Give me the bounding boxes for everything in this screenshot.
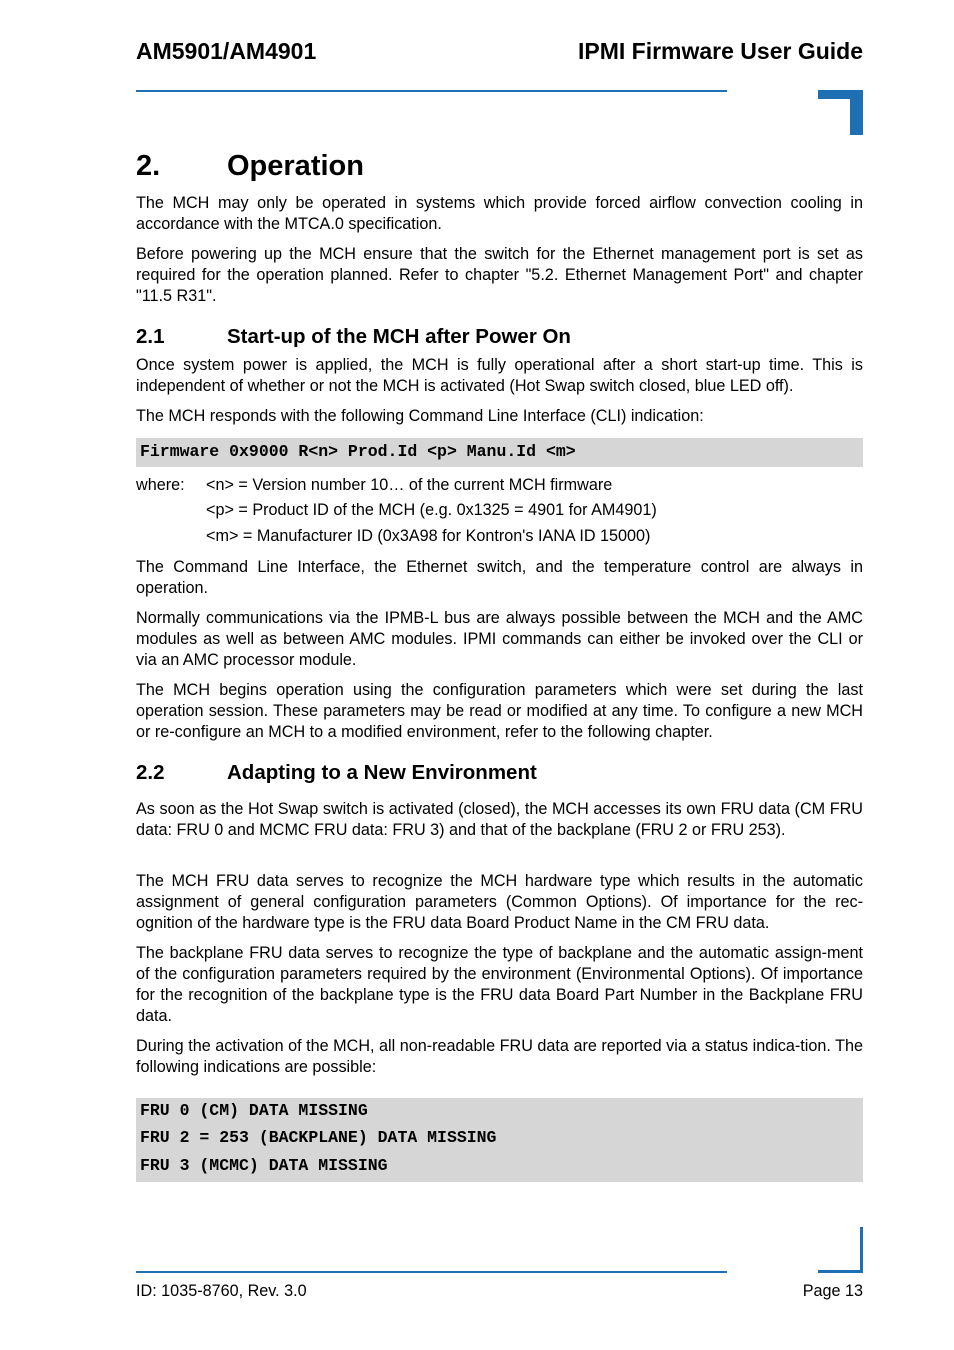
paragraph: As soon as the Hot Swap switch is activated (closed), the MCH accesses its own FRU data (CM FRU data: FRU 0 and MCMC FRU data: FRU 3) and that of the backplane (FRU 2 or FRU 253). [136,800,863,839]
header-rule [136,90,727,92]
paragraph: Once system power is applied, the MCH is fully operational after a short start-up time. This is independent of whether or not the MCH is activated (Hot Swap switch closed, blue LED off). [136,356,863,395]
paragraph: The MCH may only be operated in systems which provide forced airflow convection cooling in accordance with the MTCA.0 specification. [136,194,863,233]
subsection-number: 2.2 [136,761,165,784]
subsection-title: Start-up of the MCH after Power On [227,325,571,348]
paragraph: The MCH begins operation using the configuration parameters which were set during the last operation session. These parameters may be read or modified at any time. To configure a new MCH or re-configure an MCH to a modified environment, refer to the following chapter. [136,681,863,741]
code-line: Firmware 0x9000 R<n> Prod.Id <p> Manu.Id <m> [140,442,576,461]
corner-mark-bottom-vertical [860,1227,863,1272]
code-line: FRU 2 = 253 (BACKPLANE) DATA MISSING [140,1128,497,1147]
paragraph: The MCH FRU data serves to recognize the MCH hardware type which results in the automatic assignment of general configuration parameters (Common Options). Of importance for the rec-ognition of the hardware type is the FRU data Board Product Name in the CM FRU data. [136,872,863,932]
paragraph: The MCH responds with the following Command Line Interface (CLI) indication: [136,407,704,425]
paragraph: Before powering up the MCH ensure that the switch for the Ethernet management port is set as required for the operation planned. Refer to chapter "5.2. Ethernet Management Port" and chapter "11.5 R31". [136,245,863,305]
paragraph: During the activation of the MCH, all non-readable FRU data are reported via a status indica-tion. The following indications are possible: [136,1037,863,1076]
section-title: Operation [227,150,364,182]
corner-mark-bottom [818,1270,863,1273]
subsection-number: 2.1 [136,325,165,348]
document-guide-title: IPMI Firmware User Guide [577,38,863,64]
paragraph: The Command Line Interface, the Ethernet switch, and the temperature control are always in operation. [136,558,863,597]
cli-indication-code-block [136,438,863,467]
page-number: Page 13 [802,1282,863,1300]
where-item: <m> = Manufacturer ID (0x3A98 for Kontron's IANA ID 15000) [206,527,651,545]
corner-mark-top-vertical [850,90,863,135]
document-model-title: AM5901/AM4901 [136,38,317,64]
fru-status-code-block [136,1098,863,1182]
section-number: 2. [136,150,161,182]
document-id: ID: 1035-8760, Rev. 3.0 [136,1282,307,1300]
where-item: <n> = Version number 10… of the current MCH firmware [206,476,613,494]
code-line: FRU 0 (CM) DATA MISSING [140,1101,368,1120]
paragraph: The backplane FRU data serves to recognize the type of backplane and the automatic assign-ment of the configuration parameters required by the environment (Environmental Options). Of importance for the recognition of the backplane type is the FRU data Board Part Number in the Backplane FRU data. [136,944,863,1025]
subsection-title: Adapting to a New Environment [227,761,537,784]
where-item: <p> = Product ID of the MCH (e.g. 0x1325 = 4901 for AM4901) [206,501,657,519]
where-label: where: [136,476,185,494]
paragraph: Normally communications via the IPMB-L bus are always possible between the MCH and the AMC modules as well as between AMC modules. IPMI commands can either be invoked over the CLI or via an AMC processor module. [136,609,863,669]
code-line: FRU 3 (MCMC) DATA MISSING [140,1156,388,1175]
footer-rule [136,1271,727,1273]
